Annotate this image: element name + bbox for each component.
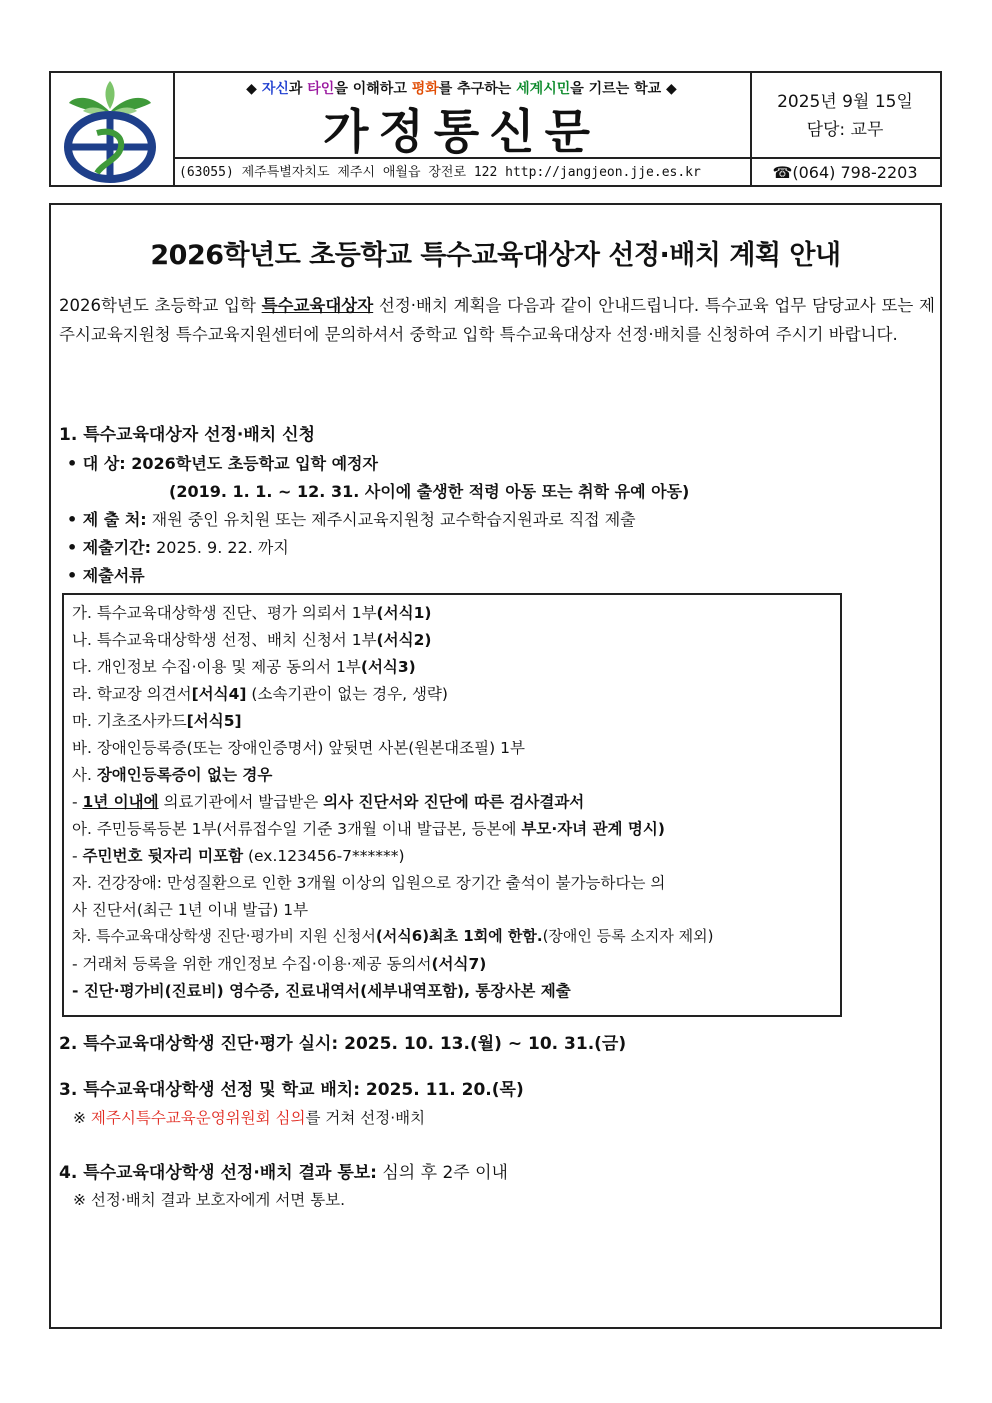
note-mark: ※: [73, 1109, 91, 1127]
doc-line-8-text: 의료기관에서 발급받은: [158, 793, 324, 811]
doc-line-10-example: (ex.123456-7******): [243, 847, 405, 865]
doc-line-13-note: (장애인 등록 소지자 제외): [542, 927, 714, 945]
header-info-cell: [750, 73, 940, 185]
motto-word-4: 세계시민: [516, 81, 571, 97]
submit-period-item: [67, 535, 289, 558]
doc-line-3: [72, 655, 416, 677]
doc-line-1: [72, 601, 431, 623]
notice-body: [49, 203, 942, 1329]
doc-line-4-form: [서식4]: [191, 685, 247, 703]
doc-line-6: 바. 장애인등록증(또는 장애인증명서) 앞뒷면 사본(원본대조필) 1부: [72, 739, 525, 757]
submit-docs-item: [67, 563, 145, 586]
section-4-detail: 심의 후 2주 이내: [376, 1163, 508, 1183]
school-phone: ☎(064) 798-2203: [750, 157, 940, 187]
target-item: [67, 451, 378, 474]
note-red-text: 제주시특수교육운영위원회 심의: [90, 1109, 306, 1127]
doc-line-3-text: 다. 개인정보 수집·이용 및 제공 동의서 1부: [72, 658, 361, 676]
submit-period-label: • 제출기간:: [67, 538, 152, 557]
doc-line-15: - 진단·평가비(진료비) 영수증, 진료내역서(세부내역포함), 통장사본 제출: [72, 982, 571, 1000]
doc-line-10: [72, 844, 405, 866]
doc-line-9-text: 아. 주민등록등본 1부(서류접수일 기준 3개월 이내 발급본, 등본에: [72, 820, 522, 838]
motto-prefix: ◆: [246, 81, 262, 97]
submit-place-item: [67, 507, 636, 530]
target-text: 2026학년도 초등학교 입학 예정자: [125, 454, 378, 473]
intro-text-a: 2026학년도 초등학교 입학: [59, 296, 262, 315]
motto-text-1: 과: [288, 81, 308, 97]
doc-line-2-form: (서식2): [376, 631, 432, 649]
doc-line-8-underlined: 1년 이내에: [82, 793, 159, 811]
doc-line-13-text: 차. 특수교육대상학생 진단·평가비 지원 신청서: [72, 927, 376, 945]
newsletter-header: [49, 71, 942, 187]
section-4-heading: [59, 1158, 508, 1183]
doc-line-5-form: [서식5]: [186, 712, 242, 730]
school-address: (63055) 제주특별자치도 제주시 애월읍 장전로 122 http://jangjeon.jje.es.kr: [173, 157, 750, 187]
doc-line-4-text: 라. 학교장 의견서: [72, 685, 192, 703]
motto-word-2: 타인: [307, 81, 335, 97]
doc-line-8-bold: 의사 진단서와 진단에 따른 검사결과서: [323, 793, 585, 811]
submit-place-text: 재원 중인 유치원 또는 제주시교육지원청 교수학습지원과로 직접 제출: [146, 510, 636, 529]
submit-place-label: • 제 출 처:: [67, 510, 147, 529]
doc-line-13: [72, 925, 714, 946]
intro-underlined: 특수교육대상자: [261, 296, 374, 315]
doc-line-10-bold: 주민번호 뒷자리 미포함: [82, 847, 244, 865]
school-logo: [51, 73, 169, 185]
doc-line-14-form: (서식7): [431, 955, 487, 973]
notice-title: 2026학년도 초등학교 특수교육대상자 선정·배치 계획 안내: [150, 240, 841, 271]
header-title-cell: [173, 73, 752, 185]
school-logo-cell: [51, 73, 175, 185]
doc-line-9-bold: 부모·자녀 관계 명시): [521, 820, 665, 838]
doc-line-8: [72, 790, 584, 812]
doc-line-2: [72, 628, 431, 650]
section-4-title: 4. 특수교육대상학생 선정·배치 결과 통보:: [59, 1163, 377, 1183]
doc-line-7-text: 장애인등록증이 없는 경우: [96, 766, 273, 784]
intro-paragraph: [59, 291, 935, 349]
doc-line-5-text: 마. 기초조사카드: [72, 712, 187, 730]
doc-line-13-bold: (서식6)최초 1회에 한함.: [375, 927, 543, 945]
submit-period-text: 2025. 9. 22. 까지: [151, 538, 289, 557]
doc-line-14: [72, 952, 486, 974]
section-2-heading: 2. 특수교육대상학생 진단·평가 실시: 2025. 10. 13.(월) ~ 10. 31.(금): [59, 1034, 627, 1054]
doc-line-12: 사 진단서(최근 1년 이내 발급) 1부: [72, 901, 309, 919]
section-3-note: [73, 1106, 425, 1128]
doc-line-10-dash: -: [72, 847, 83, 865]
doc-line-9: [72, 817, 665, 839]
required-documents-box: [62, 593, 842, 1017]
note-text: 를 거쳐 선정·배치: [305, 1109, 426, 1127]
motto-text-4: 을 기르는 학교 ◆: [570, 81, 677, 97]
doc-line-4-note: (소속기관이 없는 경우, 생략): [246, 685, 448, 703]
target-label: • 대 상:: [67, 454, 126, 473]
doc-line-14-text: - 거래처 등록을 위한 개인정보 수집·이용·제공 동의서: [72, 955, 432, 973]
doc-line-2-text: 나. 특수교육대상학생 선정、배치 신청서 1부: [72, 631, 377, 649]
doc-line-7: [72, 763, 272, 785]
intro-text-b: 선정·배치 계획을 다음과 같이 안내드립니다. 특수교육 업무 담당교사 또는 제주시교육지원청 특수교육지원센터에 문의하셔서 중학교 입학 특수교육대상자 선정·배치를 신청하여 주시기 바랍니다.: [59, 296, 935, 344]
motto-text-3: 를 추구하는: [438, 81, 517, 97]
motto-word-3: 평화: [411, 81, 439, 97]
owner-dept: 담당: 교무: [806, 120, 884, 140]
target-birth-range: (2019. 1. 1. ~ 12. 31. 사이에 출생한 적령 아동 또는 취학 유예 아동): [169, 482, 690, 501]
doc-line-11: 자. 건강장애: 만성질환으로 인한 3개월 이상의 입원으로 장기간 출석이 불가능하다는 의: [72, 874, 666, 892]
doc-line-1-text: 가. 특수교육대상학생 진단、평가 의뢰서 1부: [72, 604, 377, 622]
issue-date: 2025년 9월 15일: [777, 92, 913, 112]
section-1-heading: 1. 특수교육대상자 선정·배치 신청: [59, 425, 315, 445]
doc-line-3-form: (서식3): [360, 658, 416, 676]
doc-line-1-form: (서식1): [376, 604, 432, 622]
newsletter-title: 가정통신문: [322, 105, 600, 160]
doc-line-5: [72, 709, 242, 731]
submit-docs-label: • 제출서류: [67, 566, 145, 585]
motto-word-1: 자신: [261, 81, 289, 97]
doc-line-7-prefix: 사.: [72, 766, 97, 784]
doc-line-4: [72, 682, 448, 704]
section-4-note: ※ 선정·배치 결과 보호자에게 서면 통보.: [73, 1191, 346, 1209]
section-3-heading: 3. 특수교육대상학생 선정 및 학교 배치: 2025. 11. 20.(목): [59, 1080, 524, 1100]
doc-line-8-dash: -: [72, 793, 83, 811]
motto-text-2: 을 이해하고: [334, 81, 412, 97]
